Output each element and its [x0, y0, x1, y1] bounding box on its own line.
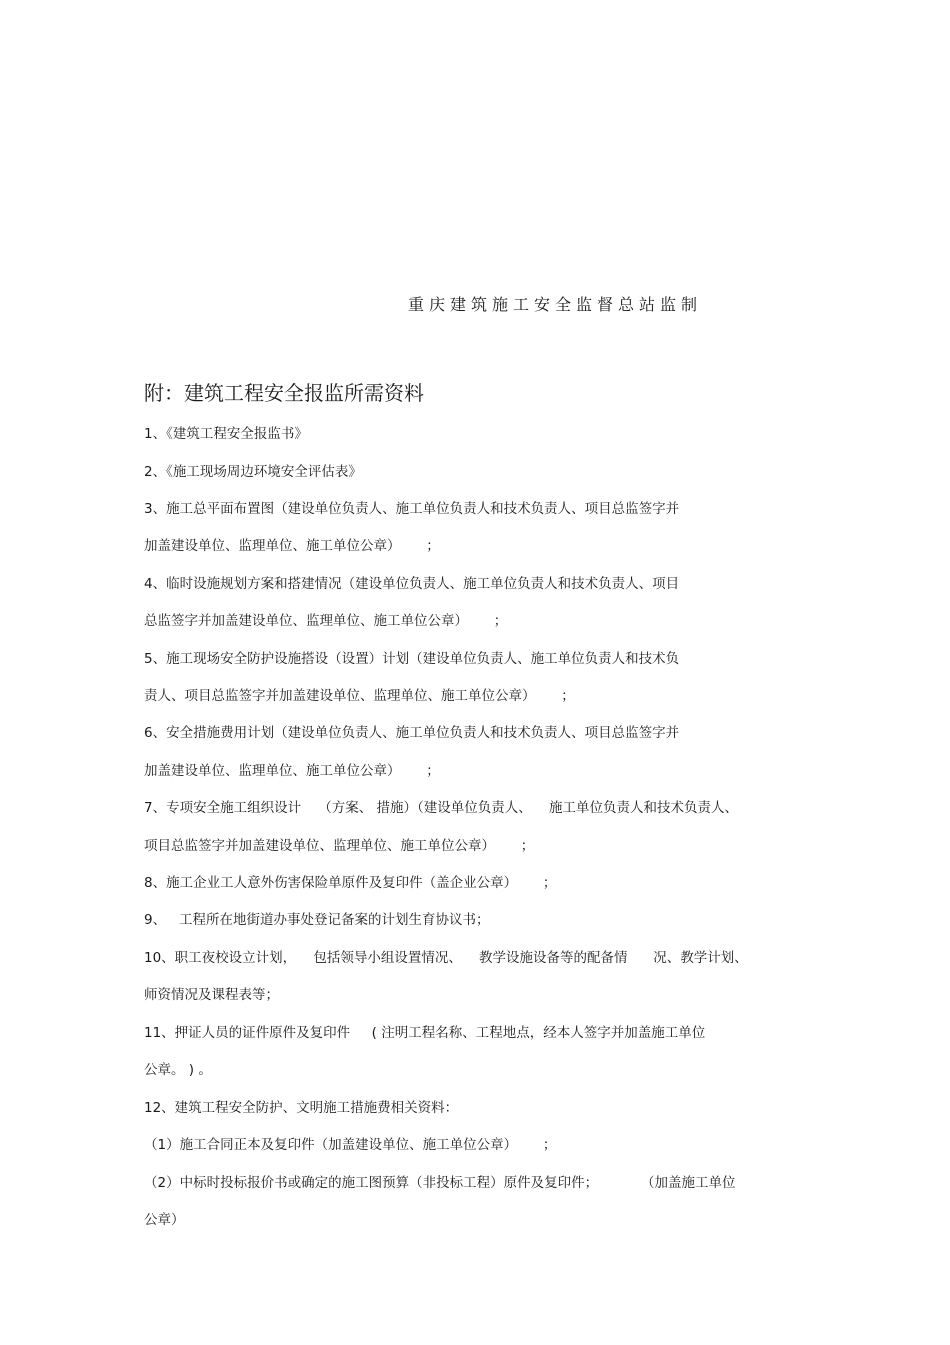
- doc-line: 加盖建设单位、监理单位、施工单位公章） ；: [144, 763, 440, 779]
- doc-line: 6、安全措施费用计划（建设单位负责人、施工单位负责人和技术负责人、项目总监签字并: [144, 725, 680, 741]
- doc-line: 11、押证人员的证件原件及复印件 ( 注明工程名称、工程地点，经本人签字并加盖施工单位: [144, 1025, 706, 1041]
- supervisor-line: 重庆建筑施工安全监督总站监制: [408, 295, 703, 314]
- doc-line: 5、施工现场安全防护设施搭设（设置）计划（建设单位负责人、施工单位负责人和技术负: [144, 651, 680, 667]
- doc-line: 加盖建设单位、监理单位、施工单位公章） ；: [144, 538, 440, 554]
- doc-line: 3、施工总平面布置图（建设单位负责人、施工单位负责人和技术负责人、项目总监签字并: [144, 501, 680, 517]
- doc-line: 7、专项安全施工组织设计 （方案、 措施）（建设单位负责人、 施工单位负责人和技术负责人、: [144, 800, 738, 816]
- doc-line: 责人、项目总监签字并加盖建设单位、监理单位、施工单位公章） ；: [144, 688, 575, 704]
- doc-line: 总监签字并加盖建设单位、监理单位、施工单位公章） ；: [144, 613, 508, 629]
- doc-line: 10、职工夜校设立计划， 包括领导小组设置情况、 教学设施设备等的配备情 况、教学计划、: [144, 950, 748, 966]
- doc-line: 8、施工企业工人意外伤害保险单原件及复印件（盖企业公章） ；: [144, 875, 557, 891]
- section-heading: 附：建筑工程安全报监所需资料: [144, 381, 424, 405]
- doc-line: 12、建筑工程安全防护、文明施工措施费相关资料：: [144, 1100, 459, 1116]
- doc-line: 4、临时设施规划方案和搭建情况（建设单位负责人、施工单位负责人和技术负责人、项目: [144, 576, 680, 592]
- doc-line: 2、《施工现场周边环境安全评估表》: [144, 464, 362, 480]
- doc-line: 师资情况及课程表等；: [144, 987, 279, 1003]
- doc-line: 公章。 ) 。: [144, 1062, 212, 1078]
- doc-line: （1）施工合同正本及复印件（加盖建设单位、施工单位公章） ；: [144, 1137, 557, 1153]
- doc-line: 公章）: [144, 1212, 185, 1228]
- doc-line: 1、《建筑工程安全报监书》: [144, 426, 308, 442]
- doc-line: 项目总监签字并加盖建设单位、监理单位、施工单位公章） ；: [144, 838, 535, 854]
- doc-line: 9、 工程所在地街道办事处登记备案的计划生育协议书；: [144, 912, 490, 928]
- doc-line: （2）中标时投标报价书或确定的施工图预算（非投标工程）原件及复印件； （加盖施工单位: [144, 1175, 736, 1191]
